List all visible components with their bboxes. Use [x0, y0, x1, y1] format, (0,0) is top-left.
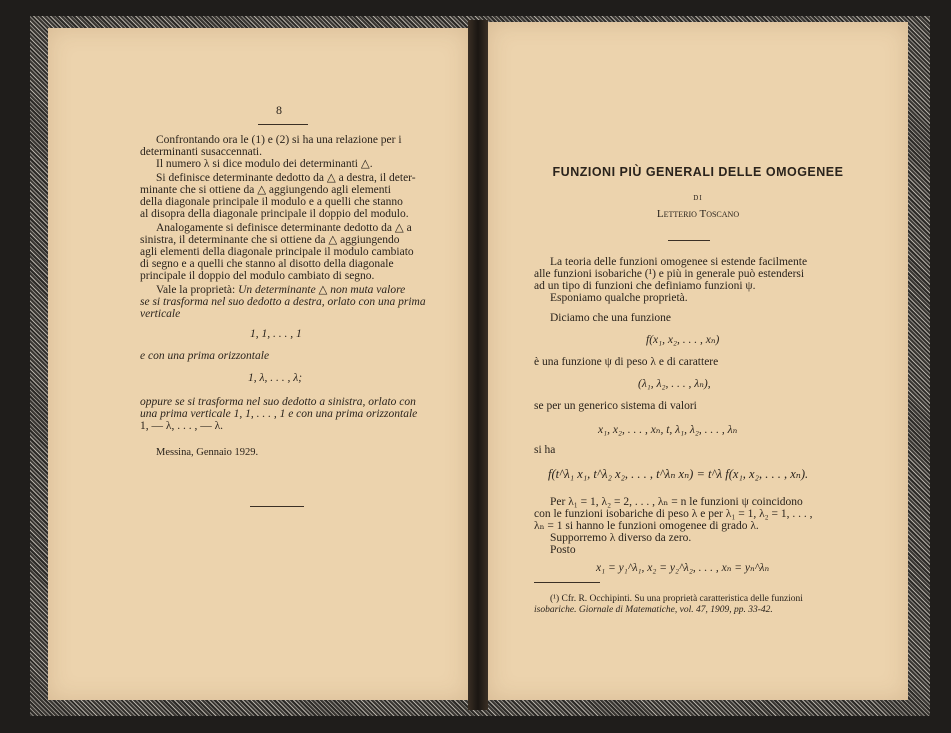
paragraph-line: Si definisce determinante dedotto da △ a destra, il deter-: [156, 172, 416, 184]
end-rule: [250, 506, 304, 507]
footnote-line: (¹) Cfr. R. Occhipinti. Su una proprietà caratteristica delle funzioni: [550, 594, 803, 604]
page-number: 8: [276, 103, 282, 117]
paragraph-line: di segno e a quelli che stanno al disotto della diagonale: [140, 258, 394, 270]
title-rule: [668, 240, 710, 241]
formula: x₁, x₂, . . . , xₙ, t, λ₁, λ₂, . . . , λₙ: [598, 424, 738, 436]
paragraph-line: e con una prima orizzontale: [140, 350, 270, 362]
paragraph-line: Per λ₁ = 1, λ₂ = 2, . . . , λₙ = n le funzioni ψ coincidono: [550, 496, 803, 508]
formula: 1, λ, . . . , λ;: [248, 372, 303, 384]
by-label: DI: [693, 194, 703, 202]
paragraph-line: si ha: [534, 444, 556, 456]
footnote-rule: [534, 582, 600, 583]
paragraph-line: Il numero λ si dice modulo dei determinanti △.: [156, 158, 373, 170]
property-line: verticale: [140, 308, 181, 320]
paragraph-line: sinistra, il determinante che si ottiene da △ aggiungendo: [140, 234, 400, 246]
main-formula: f(t^λ₁ x₁, t^λ₂ x₂, . . . , t^λₙ xₙ) = t^λ f(x₁, x₂, . . . , xₙ).: [548, 467, 809, 481]
paragraph-line: La teoria delle funzioni omogenee si estende facilmente: [550, 256, 808, 268]
paragraph-line: oppure se si trasforma nel suo dedotto a sinistra, orlato con: [140, 396, 416, 408]
formula: f(x₁, x₂, . . . , xₙ): [646, 334, 720, 346]
paragraph-line: è una funzione ψ di peso λ e di carattere: [534, 356, 719, 368]
formula: (λ₁, λ₂, . . . , λₙ),: [638, 378, 711, 390]
paragraph-line: determinanti susaccennati.: [140, 146, 262, 158]
footnote-line: isobariche. Giornale di Matematiche, vol. 47, 1909, pp. 33-42.: [534, 605, 773, 615]
page-number-rule: [258, 124, 308, 125]
paragraph-line: Supporremo λ diverso da zero.: [550, 532, 692, 544]
author-name: Letterio Toscano: [656, 208, 740, 220]
article-title: FUNZIONI PIÙ GENERALI DELLE OMOGENEE: [552, 165, 844, 179]
paragraph-line: agli elementi della diagonale principale il modulo cambiato: [140, 246, 414, 258]
paragraph-line: λₙ = 1 si hanno le funzioni omogenee di grado λ.: [534, 520, 759, 532]
property-prefix: Vale la proprietà:: [156, 284, 239, 296]
property-line: se si trasforma nel suo dedotto a destra, orlato con una prima: [140, 296, 426, 308]
paragraph-line: Esponiamo qualche proprietà.: [550, 292, 688, 304]
formula: x₁ = y₁^λ₁, x₂ = y₂^λ₂, . . . , xₙ = yₙ^λₙ: [596, 562, 770, 574]
paragraph-line: una prima verticale 1, 1, . . . , 1 e con una prima orizzontale: [140, 408, 418, 420]
paragraph-line: principale il doppio del modulo cambiato di segno.: [140, 270, 375, 282]
paragraph-line: minante che si ottiene da △ aggiungendo agli elementi: [140, 184, 391, 196]
paragraph-line: Posto: [550, 544, 576, 556]
paragraph-line: al disopra della diagonale principale il doppio del modulo.: [140, 208, 409, 220]
signature: Messina, Gennaio 1929.: [156, 447, 259, 458]
paragraph-line: con le funzioni isobariche di peso λ e per λ₁ = 1, λ₂ = 1, . . . ,: [534, 508, 813, 520]
left-page: [48, 28, 468, 700]
paragraph-line: Confrontando ora le (1) e (2) si ha una relazione per i: [156, 134, 402, 146]
paragraph-line: Diciamo che una funzione: [550, 312, 672, 324]
book-gutter: [468, 20, 488, 710]
paragraph-line: se per un generico sistema di valori: [534, 400, 697, 412]
right-page: [488, 22, 908, 700]
property-italic: Un determinante △ non muta valore: [238, 284, 406, 296]
paragraph-line: alle funzioni isobariche (¹) e più in generale può estendersi: [534, 268, 805, 280]
paragraph-line: Analogamente si definisce determinante dedotto da △ a: [156, 222, 412, 234]
formula: 1, 1, . . . , 1: [250, 328, 302, 340]
paragraph-line: della diagonale principale il modulo e a quelli che stanno: [140, 196, 403, 208]
paragraph-line: 1, — λ, . . . , — λ.: [140, 420, 224, 432]
paragraph-line: ad un tipo di funzioni che definiamo funzioni ψ.: [534, 280, 756, 292]
